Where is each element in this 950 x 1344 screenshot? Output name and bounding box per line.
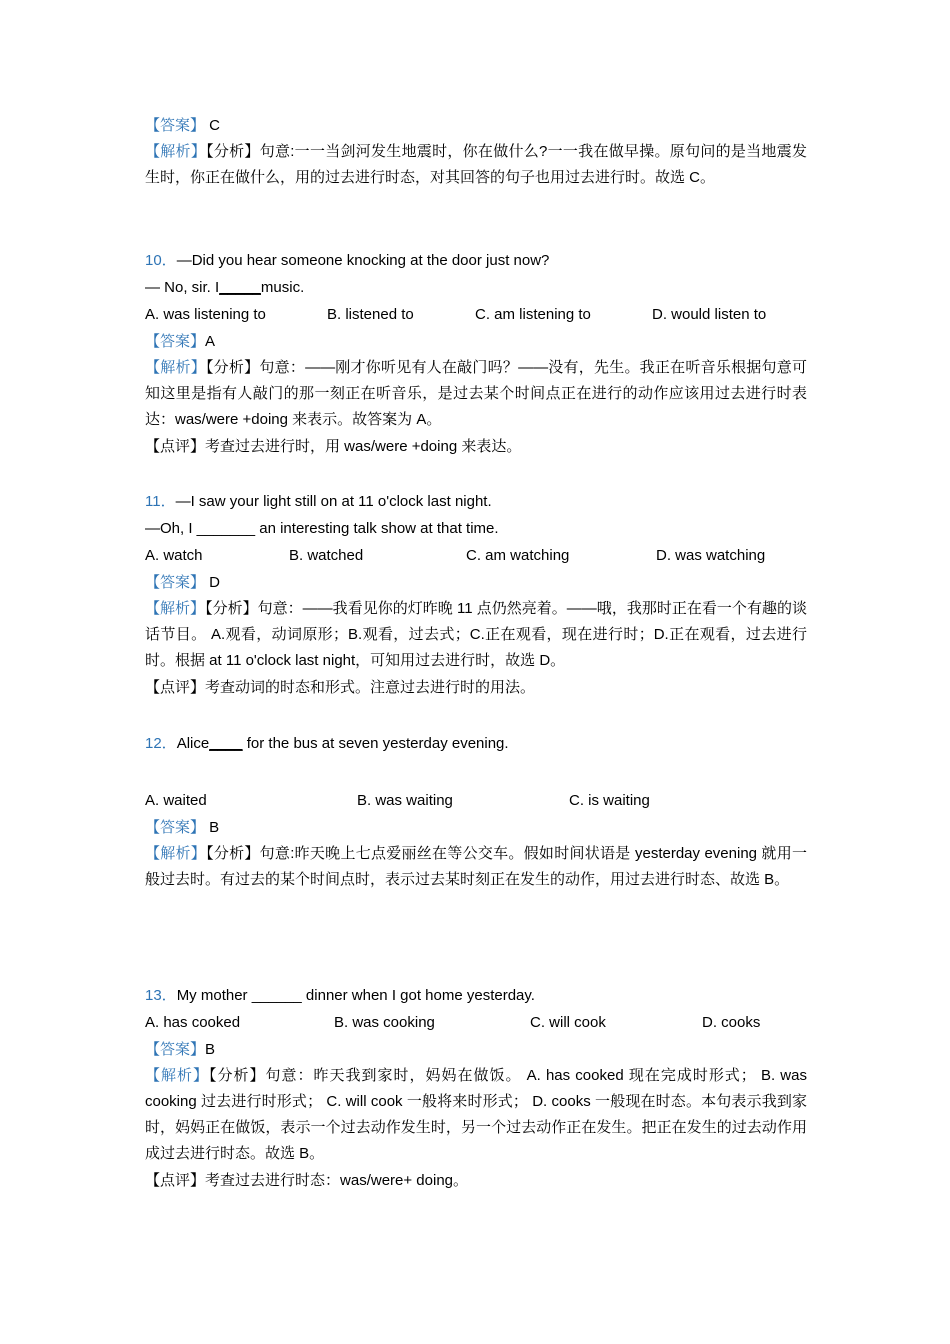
option-c: C. am watching xyxy=(466,547,570,564)
comment-tag: 【点评】 xyxy=(145,1172,206,1189)
blank: _____ xyxy=(219,279,261,296)
question-stem xyxy=(145,247,807,274)
analysis-text: 句意:昨天晚上七点爱丽丝在等公交车。假如时间状语是 yesterday evening 就用一般过去时。有过去的某个时间点时，表示过去某时刻正在发生的动作，用过去进行时态、故选 B。 xyxy=(145,845,807,888)
stem-b: for the bus at seven yesterday evening. xyxy=(242,735,509,752)
question-number: 10． xyxy=(145,252,177,269)
stem-line-2b: music. xyxy=(260,279,305,296)
answer-value: B xyxy=(205,1041,216,1058)
answer-tag: 【答案】 xyxy=(145,333,206,350)
option-b: B. was cooking xyxy=(334,1014,435,1031)
stem-line-2: —Oh, I _______ an interesting talk show at that time. xyxy=(145,520,499,537)
answer-line xyxy=(145,112,807,139)
question-number: 11． xyxy=(145,493,176,510)
comment-line xyxy=(145,674,807,701)
analysis-tag: 【解析】 xyxy=(145,600,206,617)
option-b: B. listened to xyxy=(327,306,414,323)
answer-line xyxy=(145,1036,807,1063)
comment-text: 考查过去进行时，用 was/were +doing 来表达。 xyxy=(205,438,522,455)
option-d: D. would listen to xyxy=(652,306,767,323)
option-a: A. was listening to xyxy=(145,306,266,323)
options-row xyxy=(145,1009,807,1036)
question-10 xyxy=(145,247,807,460)
stem-line-2a: — No, sir. I xyxy=(145,279,220,296)
stem-a: Alice xyxy=(176,735,210,752)
option-b: B. watched xyxy=(289,547,364,564)
options-row xyxy=(145,542,807,569)
answer-line xyxy=(145,569,807,596)
answer-value: C xyxy=(205,117,221,134)
analysis-tag: 【解析】 xyxy=(145,143,207,160)
question-11 xyxy=(145,488,807,701)
analysis-paragraph xyxy=(145,355,807,433)
comment-tag: 【点评】 xyxy=(145,679,206,696)
blank: ____ xyxy=(209,735,243,752)
fenxi-tag: 【分析】 xyxy=(205,600,258,617)
answer-tag: 【答案】 xyxy=(145,574,206,591)
question-number: 12． xyxy=(145,735,177,752)
analysis-paragraph xyxy=(145,596,807,674)
options-row xyxy=(145,787,807,814)
comment-line xyxy=(145,433,807,460)
fenxi-tag: 【分析】 xyxy=(205,359,260,376)
stem-line-1: —Did you hear someone knocking at the door just now? xyxy=(176,252,550,269)
option-c: C. am listening to xyxy=(475,306,591,323)
fenxi-tag: 【分析】 xyxy=(206,143,260,160)
question-stem xyxy=(145,730,807,757)
option-a: A. watch xyxy=(145,547,203,564)
stem-line-1: —I saw your light still on at 11 o'clock last night. xyxy=(175,493,492,510)
question-9-solution xyxy=(145,112,807,191)
option-d: D. was watching xyxy=(656,547,766,564)
answer-tag: 【答案】 xyxy=(145,1041,206,1058)
analysis-text: 句意:一一当剑河发生地震时，你在做什么?一一我在做早操。原句问的是当地震发生时，你正在做什么，用的过去进行时态，对其回答的句子也用过去进行时。故选 C。 xyxy=(145,143,807,186)
option-c: C. will cook xyxy=(530,1014,606,1031)
analysis-paragraph xyxy=(145,139,807,191)
option-a: A. has cooked xyxy=(145,1014,241,1031)
answer-line xyxy=(145,814,807,841)
option-d: D. cooks xyxy=(702,1014,761,1031)
answer-tag: 【答案】 xyxy=(145,819,206,836)
question-stem-2 xyxy=(145,515,807,542)
fenxi-tag: 【分析】 xyxy=(206,845,260,862)
analysis-tag: 【解析】 xyxy=(145,359,206,376)
analysis-paragraph xyxy=(145,841,807,893)
answer-value: A xyxy=(205,333,216,350)
analysis-tag: 【解析】 xyxy=(145,1067,209,1084)
question-13 xyxy=(145,982,807,1194)
question-12 xyxy=(145,730,807,893)
analysis-paragraph xyxy=(145,1063,807,1167)
analysis-text: 句意：——刚才你听见有人在敲门吗？——没有，先生。我正在听音乐根据句意可知这里是指有人敲门的那一刻正在听音乐，是过去某个时间点正在进行的动作应该用过去进行时表达：was/were +doing 来表示。故答案为 A。 xyxy=(145,359,807,428)
option-b: B. was waiting xyxy=(357,792,453,809)
answer-value: B xyxy=(205,819,220,836)
option-a: A. waited xyxy=(145,792,207,809)
comment-tag: 【点评】 xyxy=(145,438,206,455)
answer-line xyxy=(145,328,807,355)
fenxi-tag: 【分析】 xyxy=(209,1067,266,1084)
analysis-text: 句意：昨天我到家时，妈妈在做饭。 A. has cooked 现在完成时形式； B. was cooking 过去进行时形式； C. will cook 一般将来时形式； D. cooks 一般现在时态。本句表示我到家时，妈妈正在做饭，表示一个过去动作发生时，另一个过去动作正在发生。把正在发生的过去动作用成过去进行时态。故选 B。 xyxy=(145,1067,807,1162)
answer-tag: 【答案】 xyxy=(145,117,206,134)
option-c: C. is waiting xyxy=(569,792,650,809)
comment-text: 考查动词的时态和形式。注意过去进行时的用法。 xyxy=(205,679,536,696)
analysis-tag: 【解析】 xyxy=(145,845,207,862)
question-number: 13． xyxy=(145,987,177,1004)
stem: My mother ______ dinner when I got home yesterday. xyxy=(176,987,535,1004)
comment-text: 考查过去进行时态：was/were+ doing。 xyxy=(205,1172,469,1189)
question-stem xyxy=(145,982,807,1009)
answer-value: D xyxy=(205,574,221,591)
question-stem xyxy=(145,488,807,515)
options-row xyxy=(145,301,807,328)
comment-line xyxy=(145,1167,807,1194)
question-stem-2 xyxy=(145,274,807,301)
analysis-text: 句意：——我看见你的灯昨晚 11 点仍然亮着。——哦，我那时正在看一个有趣的谈话节目。 A.观看，动词原形；B.观看，过去式；C.正在观看，现在进行时；D.正在观看，过去进行时。根据 at 11 o'clock last night，可知用过去进行时，故选 D。 xyxy=(145,600,807,669)
